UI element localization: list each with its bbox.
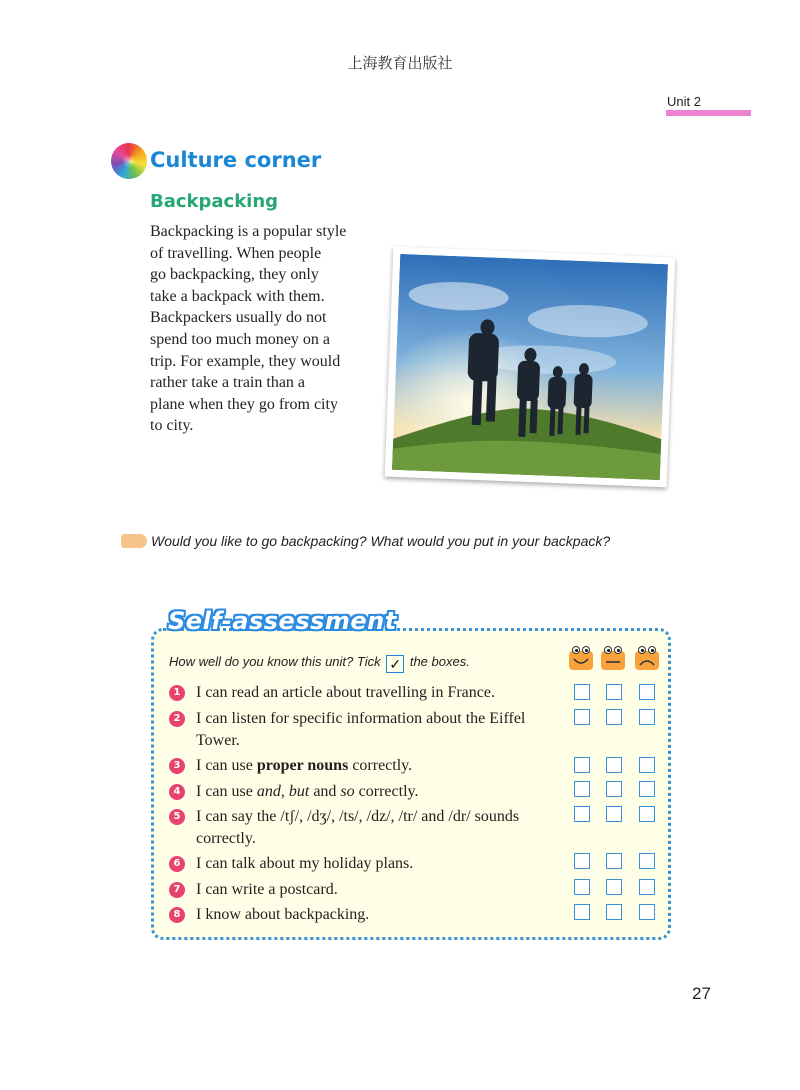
paragraph-line: take a backpack with them. bbox=[150, 287, 325, 305]
instruction-text-after: the boxes. bbox=[409, 654, 470, 669]
self-assessment-instruction bbox=[169, 654, 470, 673]
paragraph-line: rather take a train than a bbox=[150, 374, 306, 392]
item-text bbox=[196, 755, 558, 777]
item-text-part: so bbox=[340, 783, 355, 800]
discussion-question: Would you like to go backpacking? What would you put in your backpack? bbox=[151, 533, 611, 549]
item-text bbox=[196, 853, 558, 875]
neutral-checkbox[interactable] bbox=[606, 879, 622, 895]
happy-face-icon bbox=[568, 645, 594, 671]
happy-checkbox[interactable] bbox=[574, 781, 590, 797]
item-number-badge: 8 bbox=[169, 907, 185, 923]
neutral-checkbox[interactable] bbox=[606, 853, 622, 869]
item-text-part: and bbox=[256, 783, 281, 800]
publisher-header: 上海教育出版社 bbox=[347, 54, 453, 72]
item-number-badge: 4 bbox=[169, 784, 185, 800]
paragraph-line: go backpacking, they only bbox=[150, 266, 319, 284]
backpackers-photo bbox=[385, 247, 676, 488]
item-number-badge: 6 bbox=[169, 856, 185, 872]
paragraph-line: Backpacking is a popular style bbox=[150, 223, 347, 240]
happy-checkbox[interactable] bbox=[574, 757, 590, 773]
item-number-badge: 5 bbox=[169, 809, 185, 825]
happy-checkbox[interactable] bbox=[574, 904, 590, 920]
paragraph-line: of travelling. When people bbox=[150, 244, 322, 262]
item-text bbox=[196, 682, 558, 704]
item-text bbox=[196, 781, 558, 803]
item-text-part: I can use bbox=[196, 757, 257, 774]
neutral-checkbox[interactable] bbox=[606, 684, 622, 700]
neutral-checkbox[interactable] bbox=[606, 757, 622, 773]
happy-checkbox[interactable] bbox=[574, 806, 590, 822]
item-text-part: proper nouns bbox=[256, 757, 349, 774]
item-text bbox=[196, 879, 558, 901]
page-number: 27 bbox=[692, 984, 711, 1003]
instruction-text-before: How well do you know this unit? Tick bbox=[169, 654, 381, 669]
sad-checkbox[interactable] bbox=[639, 806, 655, 822]
sad-checkbox[interactable] bbox=[639, 757, 655, 773]
happy-checkbox[interactable] bbox=[574, 853, 590, 869]
neutral-checkbox[interactable] bbox=[606, 904, 622, 920]
tick-icon: ✓ bbox=[386, 655, 404, 673]
item-number-badge: 2 bbox=[169, 711, 185, 727]
happy-checkbox[interactable] bbox=[574, 709, 590, 725]
unit-label: Unit 2 bbox=[667, 94, 701, 109]
item-text bbox=[196, 708, 558, 751]
item-text-part: I can talk about my holiday plans. bbox=[196, 855, 414, 872]
item-text-part: but bbox=[288, 783, 310, 800]
paragraph-line: to city. bbox=[150, 417, 194, 435]
item-text-part: and bbox=[309, 783, 341, 800]
paragraph-line: plane when they go from city bbox=[150, 395, 338, 413]
unit-underline bbox=[666, 110, 751, 116]
paragraph-line: spend too much money on a bbox=[150, 330, 330, 348]
item-text-part: , bbox=[280, 783, 289, 800]
happy-checkbox[interactable] bbox=[574, 879, 590, 895]
item-text-part: I can say the /tʃ/, /dʒ/, /ts/, /dz/, /tr/ and /dr/ sounds correctly. bbox=[196, 808, 520, 847]
sad-checkbox[interactable] bbox=[639, 904, 655, 920]
item-text-part: I can use bbox=[196, 783, 257, 800]
backpacking-paragraph bbox=[150, 221, 372, 437]
culture-corner-icon bbox=[111, 143, 147, 179]
paragraph-line: trip. For example, they would bbox=[150, 352, 341, 370]
item-text-part: I can write a postcard. bbox=[196, 881, 338, 898]
item-text bbox=[196, 806, 558, 849]
question-tab-icon bbox=[121, 534, 147, 548]
sad-checkbox[interactable] bbox=[639, 879, 655, 895]
item-text bbox=[196, 904, 558, 926]
neutral-checkbox[interactable] bbox=[606, 709, 622, 725]
item-number-badge: 3 bbox=[169, 758, 185, 774]
backpacking-title: Backpacking bbox=[150, 191, 279, 212]
item-text-part: correctly. bbox=[348, 757, 413, 774]
neutral-face-icon bbox=[600, 645, 626, 671]
item-text-part: I know about backpacking. bbox=[196, 906, 370, 923]
item-text-part: I can read an article about travelling in France. bbox=[196, 684, 495, 701]
neutral-checkbox[interactable] bbox=[606, 781, 622, 797]
item-text-part: I can listen for specific information about the Eiffel Tower. bbox=[196, 710, 526, 749]
sad-checkbox[interactable] bbox=[639, 781, 655, 797]
happy-checkbox[interactable] bbox=[574, 684, 590, 700]
item-number-badge: 1 bbox=[169, 685, 185, 701]
paragraph-line: Backpackers usually do not bbox=[150, 309, 327, 327]
sad-face-icon bbox=[634, 645, 660, 671]
self-assessment-title: Self-assessment bbox=[168, 607, 397, 635]
neutral-checkbox[interactable] bbox=[606, 806, 622, 822]
sad-checkbox[interactable] bbox=[639, 853, 655, 869]
sad-checkbox[interactable] bbox=[639, 709, 655, 725]
item-text-part: correctly. bbox=[354, 783, 419, 800]
culture-corner-title: Culture corner bbox=[150, 148, 322, 172]
sad-checkbox[interactable] bbox=[639, 684, 655, 700]
item-number-badge: 7 bbox=[169, 882, 185, 898]
